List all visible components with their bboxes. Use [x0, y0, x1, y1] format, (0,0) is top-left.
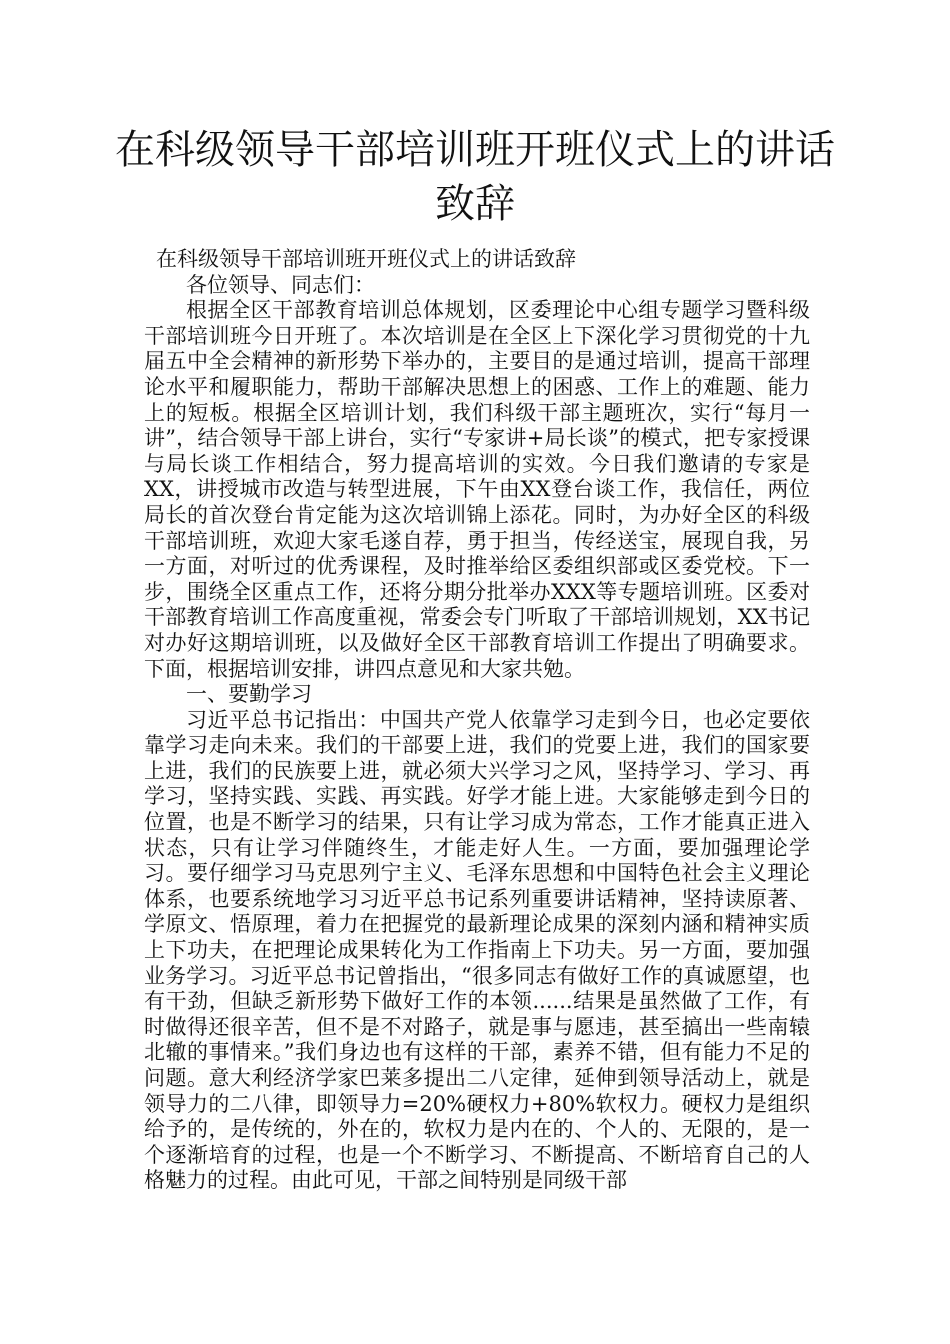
document-body	[144, 247, 810, 1194]
paragraph: 根据全区干部教育培训总体规划，区委理论中心组专题学习暨科级干部培训班今日开班了。本次培训是在全区上下深化学习贯彻党的十九届五中全会精神的新形势下举办的，主要目的是通过培训，提高干部理论水平和履职能力，帮助干部解决思想上的困惑、工作上的难题、能力上的短板。根据全区培训计划，我们科级干部主题班次，实行“每月一讲”，结合领导干部上讲台，实行“专家讲+局长谈”的模式，把专家授课与局长谈工作相结合，努力提高培训的实效。今日我们邀请的专家是XX，讲授城市改造与转型进展，下午由XX登台谈工作，我信任，两位局长的首次登台肯定能为这次培训锦上添花。同时，为办好全区的科级干部培训班，欢迎大家毛遂自荐，勇于担当，传经送宝，展现自我，另一方面，对听过的优秀课程，及时推举给区委组织部或区委党校。下一步，围绕全区重点工作，还将分期分批举办XXX等专题培训班。区委对干部教育培训工作高度重视，常委会专门听取了干部培训规划，XX书记对办好这期培训班，以及做好全区干部教育培训工作提出了明确要求。下面，根据培训安排，讲四点意见和大家共勉。	[144, 298, 810, 681]
document-subtitle: 在科级领导干部培训班开班仪式上的讲话致辞	[156, 247, 576, 271]
section-heading: 一、要勤学习	[186, 682, 312, 707]
salutation: 各位领导、同志们：	[186, 272, 375, 297]
paragraph: 习近平总书记指出：中国共产党人依靠学习走到今日，也必定要依靠学习走向未来。我们的干部要上进，我们的党要上进，我们的国家要上进，我们的民族要上进，就必须大兴学习之风，坚持学习、学习、再学习，坚持实践、实践、再实践。好学才能上进。大家能够走到今日的位置，也是不断学习的结果，只有让学习成为常态，工作才能真正进入状态，只有让学习伴随终生，才能走好人生。一方面，要加强理论学习。要仔细学习马克思列宁主义、毛泽东思想和中国特色社会主义理论体系，也要系统地学习习近平总书记系列重要讲话精神，坚持读原著、学原文、悟原理，着力在把握党的最新理论成果的深刻内涵和精神实质上下功夫，在把理论成果转化为工作指南上下功夫。另一方面，要加强业务学习。习近平总书记曾指出，“很多同志有做好工作的真诚愿望，也有干劲，但缺乏新形势下做好工作的本领......结果是虽然做了工作，有时做得还很辛苦，但不是不对路子，就是事与愿违，甚至搞出一些南辕北辙的事情来。”我们身边也有这样的干部，素养不错，但有能力不足的问题。意大利经济学家巴莱多提出二八定律，延伸到领导活动上，就是领导力的二八律，即领导力=20%硬权力+80%软权力。硬权力是组织给予的，是传统的，外在的，软权力是内在的、个人的、无限的，是一个逐渐培育的过程，也是一个不断学习、不断提高、不断培育自己的人格魅力的过程。由此可见，干部之间特别是同级干部	[144, 707, 810, 1193]
document-title: 在科级领导干部培训班开班仪式上的讲话致辞	[115, 127, 835, 227]
